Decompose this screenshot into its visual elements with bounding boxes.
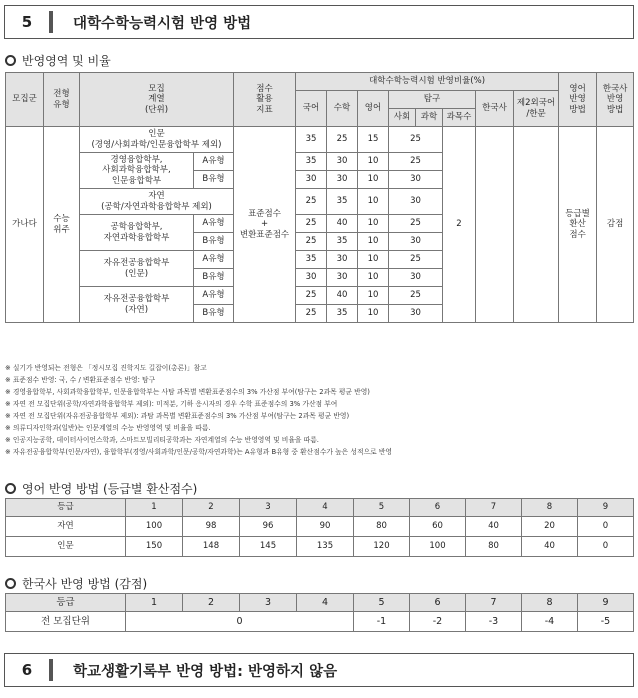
note-item: ※ 자연 전 모집단위(자유전공융합학부 제외): 과탐 과목별 변환표준점수의 3% 가산점 부여(탐구는 2과목 평균 반영) xyxy=(5,412,350,420)
note-item: ※ 의류디자인학과(일반)는 인문계열의 수능 반영영역 및 비율을 따름. xyxy=(5,424,211,432)
grade-header: 3 xyxy=(240,499,297,517)
header-type: 전형 유형 xyxy=(44,73,80,127)
grade-header: 2 xyxy=(183,594,240,612)
subsection-ratio xyxy=(5,52,111,69)
note-item: ※ 자유전공융합학부(인문/자연), 융합학부(경영/사회과학/인문/공학/자연과학)는 A유형과 B유형 중 환산점수가 높은 성적으로 반영 xyxy=(5,448,392,456)
score-cell: 100 xyxy=(410,537,466,557)
table-row xyxy=(6,537,634,557)
grade-header: 7 xyxy=(466,594,522,612)
header-history: 한국사 xyxy=(476,91,514,127)
header-eng-method: 영어 반영 방법 xyxy=(559,73,597,127)
english-cell: 10 xyxy=(358,287,389,305)
subsection-english xyxy=(5,480,197,497)
dept-cell: 자유전공융합학부 (인문) xyxy=(80,251,194,287)
math-cell: 35 xyxy=(327,233,358,251)
circle-bullet-icon xyxy=(5,578,16,589)
grade-header: 8 xyxy=(522,594,578,612)
header-dept: 모집 계열 (단위) xyxy=(80,73,234,127)
header-science: 과학 xyxy=(416,109,443,127)
inquiry-cell: 25 xyxy=(389,251,443,269)
dept-cell: 인문 (경영/사회과학/인문융합학부 제외) xyxy=(80,127,234,153)
type-cell: 수능 위주 xyxy=(44,127,80,323)
score-cell: 20 xyxy=(522,517,578,537)
score-cell: 145 xyxy=(240,537,297,557)
header-subjects: 과목수 xyxy=(443,109,476,127)
english-score-table xyxy=(5,498,634,557)
korean-cell: 35 xyxy=(296,127,327,153)
circle-bullet-icon xyxy=(5,483,16,494)
header-korean: 국어 xyxy=(296,91,327,127)
english-cell: 10 xyxy=(358,305,389,323)
score-cell: 60 xyxy=(410,517,466,537)
section-number: 6 xyxy=(21,661,33,679)
deduction-cell: -3 xyxy=(466,612,522,632)
subtype-cell: A유형 xyxy=(194,153,234,171)
divider-bar xyxy=(49,659,53,681)
grade-header: 7 xyxy=(466,499,522,517)
grade-header: 등급 xyxy=(6,594,126,612)
header-score: 점수 활용 지표 xyxy=(234,73,296,127)
grade-header: 1 xyxy=(126,499,183,517)
inquiry-cell: 30 xyxy=(389,269,443,287)
row-label: 전 모집단위 xyxy=(6,612,126,632)
grade-header: 6 xyxy=(410,594,466,612)
deduction-cell: -2 xyxy=(410,612,466,632)
korean-cell: 30 xyxy=(296,171,327,189)
section-title: 학교생활기록부 반영 방법: 반영하지 않음 xyxy=(73,663,338,680)
header-group: 모집군 xyxy=(6,73,44,127)
header-math: 수학 xyxy=(327,91,358,127)
inquiry-cell: 25 xyxy=(389,127,443,153)
score-cell: 0 xyxy=(578,537,634,557)
grade-header: 6 xyxy=(410,499,466,517)
english-cell: 10 xyxy=(358,153,389,171)
english-cell: 10 xyxy=(358,233,389,251)
inquiry-cell: 30 xyxy=(389,233,443,251)
subsection-history xyxy=(5,575,147,592)
note-item: ※ 표준점수 반영: 국, 수 / 변환표준점수 반영: 탐구 xyxy=(5,376,156,384)
subtype-cell: B유형 xyxy=(194,305,234,323)
score-cell: 80 xyxy=(354,517,410,537)
score-cell: 40 xyxy=(522,537,578,557)
divider-bar xyxy=(49,11,53,33)
section-number: 5 xyxy=(21,13,33,31)
english-cell: 15 xyxy=(358,127,389,153)
grade-header: 5 xyxy=(354,499,410,517)
korean-cell: 30 xyxy=(296,269,327,287)
math-cell: 30 xyxy=(327,269,358,287)
grade-header: 4 xyxy=(297,594,354,612)
math-cell: 35 xyxy=(327,189,358,215)
deduction-cell: -1 xyxy=(354,612,410,632)
math-cell: 25 xyxy=(327,127,358,153)
notes xyxy=(5,362,633,458)
subtype-cell: B유형 xyxy=(194,171,234,189)
subsection-title: 영어 반영 방법 (등급별 환산점수) xyxy=(22,482,198,496)
history-cell xyxy=(476,127,514,323)
note-item: ※ 실기가 반영되는 전형은 「정시모집 진학지도 길잡이(총론)」참고 xyxy=(5,364,207,372)
inquiry-cell: 25 xyxy=(389,153,443,171)
korean-cell: 25 xyxy=(296,287,327,305)
korean-cell: 25 xyxy=(296,305,327,323)
row-label: 자연 xyxy=(6,517,126,537)
subtype-cell: A유형 xyxy=(194,287,234,305)
math-cell: 30 xyxy=(327,153,358,171)
math-cell: 40 xyxy=(327,287,358,305)
note-item: ※ 자연 전 모집단위(공학/자연과학융합학부 제외): 미적분, 기하 응시자의 경우 수학 표준점수의 3% 가산점 부여 xyxy=(5,400,338,408)
math-cell: 30 xyxy=(327,251,358,269)
korean-cell: 25 xyxy=(296,189,327,215)
subsection-title: 반영영역 및 비율 xyxy=(22,54,111,68)
dept-cell: 경영융합학부, 사회과학융합학부, 인문융합학부 xyxy=(80,153,194,189)
subjects-count-cell: 2 xyxy=(443,127,476,323)
note-item: ※ 인공지능공학, 데이터사이언스학과, 스마트모빌리티공학과는 자연계열의 수능 반영영역 및 비율을 따름. xyxy=(5,436,319,444)
score-cell: 148 xyxy=(183,537,240,557)
math-cell: 30 xyxy=(327,171,358,189)
inquiry-cell: 30 xyxy=(389,171,443,189)
score-cell: 98 xyxy=(183,517,240,537)
csat-ratio-table xyxy=(5,72,634,323)
inquiry-cell: 25 xyxy=(389,215,443,233)
inquiry-cell: 25 xyxy=(389,287,443,305)
subsection-title: 한국사 반영 방법 (감점) xyxy=(22,577,148,591)
english-cell: 10 xyxy=(358,215,389,233)
history-deduction-table xyxy=(5,593,634,632)
subtype-cell: B유형 xyxy=(194,233,234,251)
inquiry-cell: 30 xyxy=(389,189,443,215)
korean-cell: 35 xyxy=(296,153,327,171)
score-cell: 150 xyxy=(126,537,183,557)
score-index-cell: 표준점수 + 변환표준점수 xyxy=(234,127,296,323)
english-cell: 10 xyxy=(358,171,389,189)
group-cell: 가나다 xyxy=(6,127,44,323)
dept-cell: 자유전공융합학부 (자연) xyxy=(80,287,194,323)
grade-header: 3 xyxy=(240,594,297,612)
grade-header: 8 xyxy=(522,499,578,517)
hist-method-cell: 감점 xyxy=(597,127,634,323)
foreign-cell xyxy=(514,127,559,323)
dept-cell: 자연 (공학/자연과학융합학부 제외) xyxy=(80,189,234,215)
grade-header: 5 xyxy=(354,594,410,612)
table-row xyxy=(6,612,634,632)
note-item: ※ 경영융합학부, 사회과학융합학부, 인문융합학부는 사탐 과목별 변환표준점수의 3% 가산점 부여(탐구는 2과목 평균 반영) xyxy=(5,388,370,396)
header-ratio: 대학수학능력시험 반영비율(%) xyxy=(296,73,559,91)
header-foreign: 제2외국어 /한문 xyxy=(514,91,559,127)
subtype-cell: A유형 xyxy=(194,251,234,269)
score-cell: 0 xyxy=(578,517,634,537)
score-cell: 120 xyxy=(354,537,410,557)
section-title: 대학수학능력시험 반영 방법 xyxy=(73,15,252,32)
korean-cell: 25 xyxy=(296,215,327,233)
eng-method-cell: 등급별 환산 점수 xyxy=(559,127,597,323)
subtype-cell: A유형 xyxy=(194,215,234,233)
score-cell: 80 xyxy=(466,537,522,557)
grade-header: 2 xyxy=(183,499,240,517)
score-cell: 135 xyxy=(297,537,354,557)
deduction-cell: 0 xyxy=(126,612,354,632)
score-cell: 100 xyxy=(126,517,183,537)
grade-header: 9 xyxy=(578,594,634,612)
table-row xyxy=(6,517,634,537)
grade-header: 4 xyxy=(297,499,354,517)
row-label: 인문 xyxy=(6,537,126,557)
english-cell: 10 xyxy=(358,189,389,215)
inquiry-cell: 30 xyxy=(389,305,443,323)
circle-bullet-icon xyxy=(5,55,16,66)
korean-cell: 25 xyxy=(296,233,327,251)
deduction-cell: -4 xyxy=(522,612,578,632)
score-cell: 40 xyxy=(466,517,522,537)
english-cell: 10 xyxy=(358,251,389,269)
score-cell: 96 xyxy=(240,517,297,537)
grade-header: 등급 xyxy=(6,499,126,517)
header-english: 영어 xyxy=(358,91,389,127)
header-inquiry: 탐구 xyxy=(389,91,476,109)
korean-cell: 35 xyxy=(296,251,327,269)
math-cell: 35 xyxy=(327,305,358,323)
deduction-cell: -5 xyxy=(578,612,634,632)
dept-cell: 공학융합학부, 자연과학융합학부 xyxy=(80,215,194,251)
table-row xyxy=(6,127,634,153)
grade-header: 1 xyxy=(126,594,183,612)
math-cell: 40 xyxy=(327,215,358,233)
header-hist-method: 한국사 반영 방법 xyxy=(597,73,634,127)
grade-header: 9 xyxy=(578,499,634,517)
subtype-cell: B유형 xyxy=(194,269,234,287)
section-6-header xyxy=(4,653,634,687)
score-cell: 90 xyxy=(297,517,354,537)
section-5-header xyxy=(4,5,634,39)
header-social: 사회 xyxy=(389,109,416,127)
english-cell: 10 xyxy=(358,269,389,287)
